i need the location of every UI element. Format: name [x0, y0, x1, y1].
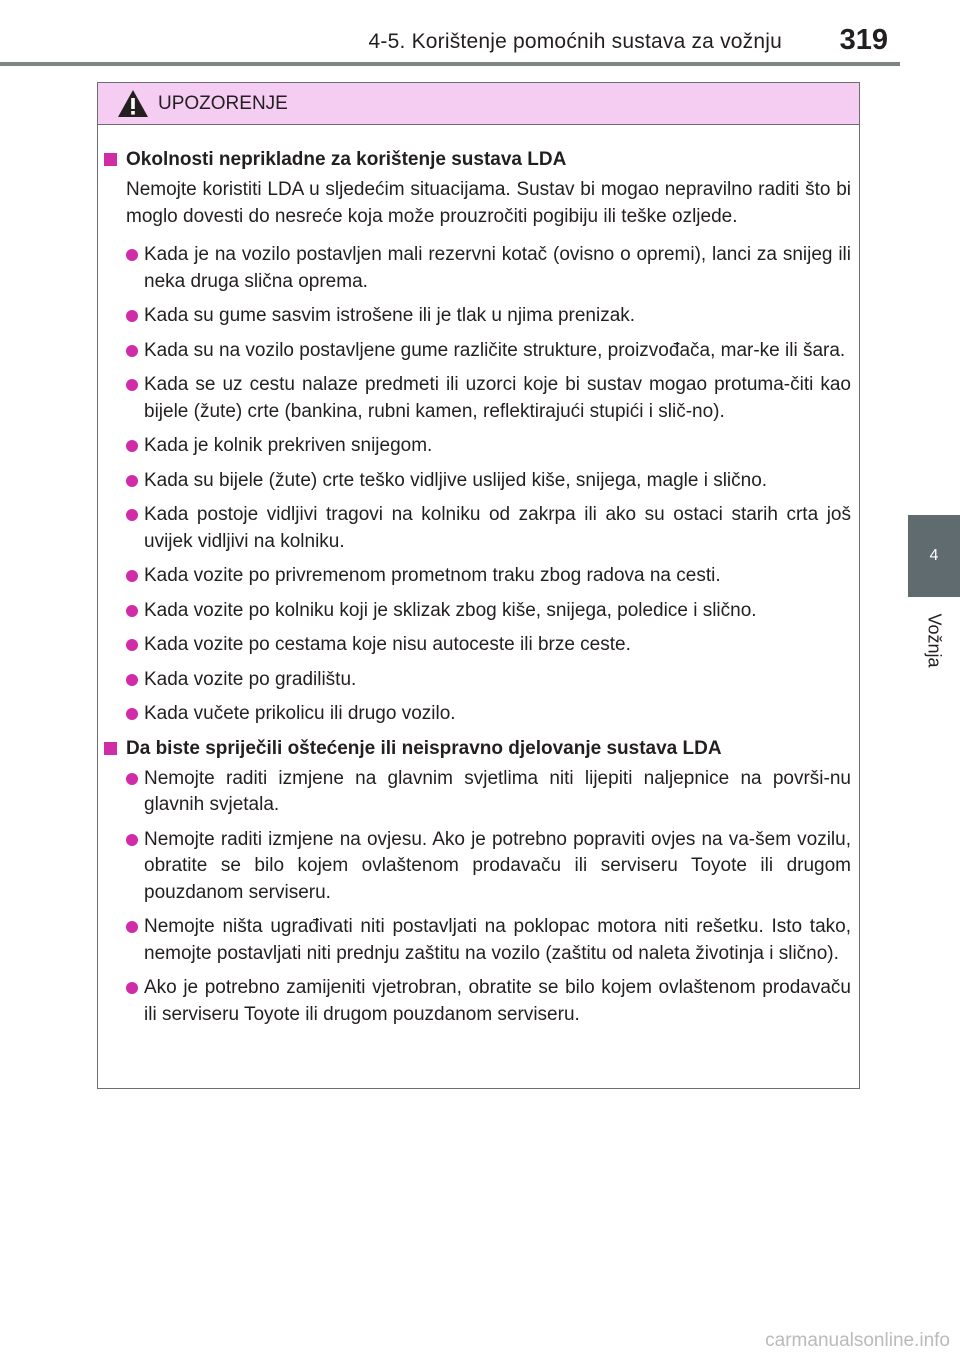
- list-item: Kada su gume sasvim istrošene ili je tlak u njima prenizak.: [126, 303, 851, 330]
- circle-bullet-icon: [126, 773, 138, 785]
- list-item: Kada vučete prikolicu ili drugo vozilo.: [126, 701, 851, 728]
- list-item: Kada su bijele (žute) crte teško vidljive uslijed kiše, snijega, magle i slično.: [126, 468, 851, 495]
- list-item: Kada vozite po kolniku koji je sklizak zbog kiše, snijega, poledice i slično.: [126, 598, 851, 625]
- warning-header: [98, 83, 859, 125]
- section-heading-text: Da biste spriječili oštećenje ili neispravno djelovanje sustava LDA: [126, 737, 722, 759]
- chapter-label-text: Vožnja: [924, 612, 945, 668]
- list-item: Kada su na vozilo postavljene gume različite strukture, proizvođača, mar-ke ili šara.: [126, 338, 851, 365]
- chapter-tab: [908, 515, 960, 597]
- list-item: Kada se uz cestu nalaze predmeti ili uzorci koje bi sustav mogao protuma-čiti kao bijele (žute) crte (bankina, rubni kamen, reflektirajući stupići i slič-no).: [126, 372, 851, 425]
- watermark: carmanualsonline.info: [765, 1330, 950, 1351]
- section-heading-text: Okolnosti neprikladne za korištenje sustava LDA: [126, 149, 567, 170]
- header-rule: [0, 62, 900, 66]
- page-header: [0, 0, 900, 66]
- intro-paragraph: Nemojte koristiti LDA u sljedećim situacijama. Sustav bi mogao nepravilno raditi što bi moglo dovesti do nesreće koja može prouzročiti pogibiju ili teške ozljede.: [126, 179, 851, 227]
- page-number: 319: [839, 24, 888, 56]
- section-heading-lda-conditions: [104, 147, 851, 173]
- square-bullet-icon: [104, 742, 117, 755]
- warning-triangle-icon: [116, 88, 150, 120]
- chapter-number: 4: [929, 547, 939, 564]
- intro-paragraph-block: [126, 177, 851, 230]
- circle-bullet-icon: [126, 834, 138, 846]
- warning-title: UPOZORENJE: [158, 92, 288, 114]
- circle-bullet-icon: [126, 345, 138, 357]
- circle-bullet-icon: [126, 921, 138, 933]
- circle-bullet-icon: [126, 509, 138, 521]
- list-item: Kada je kolnik prekriven snijegom.: [126, 433, 851, 460]
- circle-bullet-icon: [126, 249, 138, 261]
- circle-bullet-icon: [126, 570, 138, 582]
- circle-bullet-icon: [126, 310, 138, 322]
- circle-bullet-icon: [126, 674, 138, 686]
- header-title: 4-5. Korištenje pomoćnih sustava za vožnju: [368, 30, 782, 53]
- list-item: Kada vozite po cestama koje nisu autoceste ili brze ceste.: [126, 632, 851, 659]
- circle-bullet-icon: [126, 982, 138, 994]
- circle-bullet-icon: [126, 708, 138, 720]
- list-item: Kada je na vozilo postavljen mali rezervni kotač (ovisno o opremi), lanci za snijeg ili neka druga slična oprema.: [126, 242, 851, 295]
- warning-body: [98, 125, 859, 1028]
- list-item: Kada vozite po gradilištu.: [126, 667, 851, 694]
- list-item: Kada vozite po privremenom prometnom traku zbog radova na cesti.: [126, 563, 851, 590]
- list-item: Nemojte raditi izmjene na glavnim svjetlima niti lijepiti naljepnice na površi-nu glavnih svjetala.: [126, 766, 851, 819]
- list-item: Ako je potrebno zamijeniti vjetrobran, obratite se bilo kojem ovlaštenom prodavaču ili serviseru Toyote ili drugom pouzdanom serviseru.: [126, 975, 851, 1028]
- circle-bullet-icon: [126, 605, 138, 617]
- circle-bullet-icon: [126, 379, 138, 391]
- warning-box: [97, 82, 860, 1089]
- circle-bullet-icon: [126, 639, 138, 651]
- chapter-label: [910, 610, 958, 670]
- circle-bullet-icon: [126, 475, 138, 487]
- circle-bullet-icon: [126, 440, 138, 452]
- section-heading-lda-damage: [104, 736, 851, 762]
- list-item: Nemojte raditi izmjene na ovjesu. Ako je potrebno popraviti ovjes na va-šem vozilu, obratite se bilo kojem ovlaštenom prodavaču ili serviseru Toyote ili drugom pouzdanom serviseru.: [126, 827, 851, 907]
- list-item: Kada postoje vidljivi tragovi na kolniku od zakrpa ili ako su ostaci starih crta još uvijek vidljivi na kolniku.: [126, 502, 851, 555]
- square-bullet-icon: [104, 153, 117, 166]
- list-item: Nemojte ništa ugrađivati niti postavljati na poklopac motora niti rešetku. Isto tako, nemojte postavljati niti prednju zaštitu na vozilo (zaštitu od naleta životinja i slično).: [126, 914, 851, 967]
